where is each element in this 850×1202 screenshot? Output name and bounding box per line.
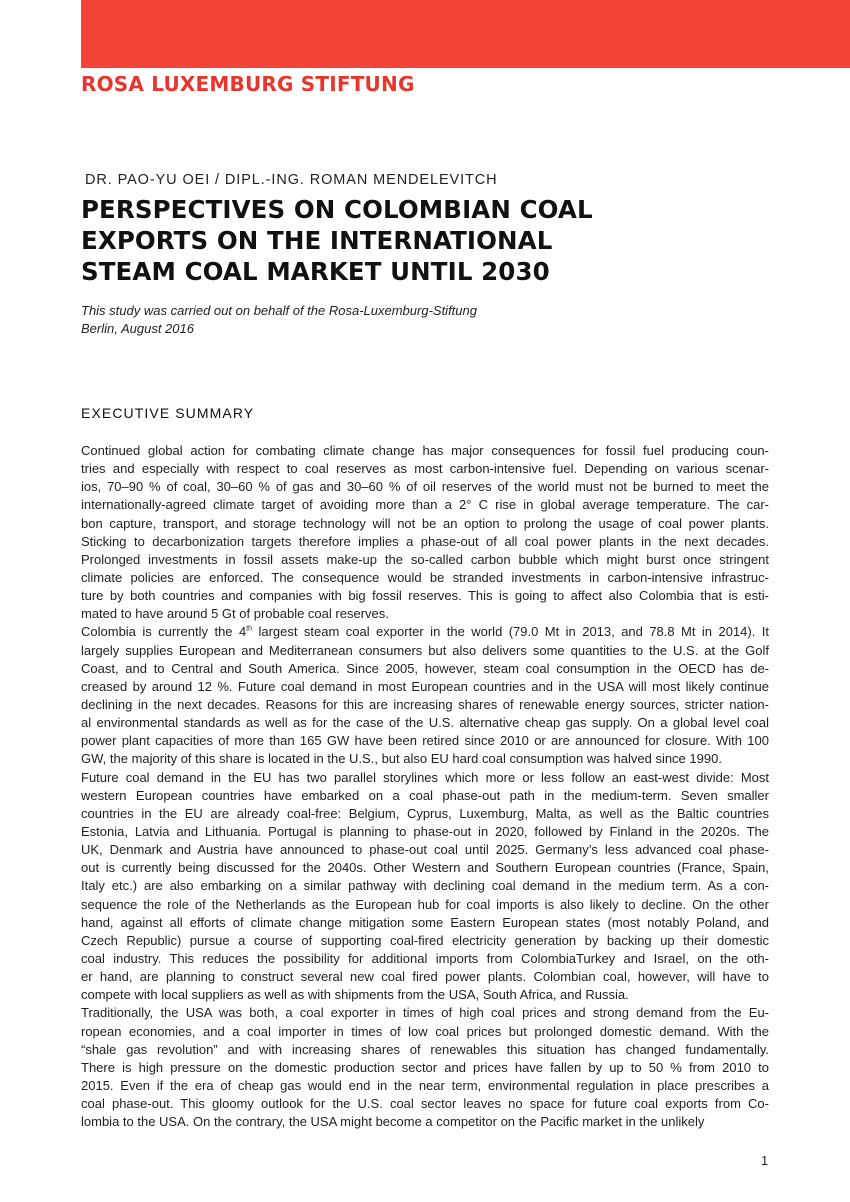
paragraph — [81, 442, 769, 623]
text-line: Sticking to decarbonization targets therefore implies a phase-out of all coal power plants in the next decades. — [81, 533, 769, 549]
text-line: er hand, are planning to construct several new coal fired power plants. Colombian coal, however, will have to — [81, 969, 769, 985]
text-line: UK, Denmark and Austria have announced to phase-out coal until 2025. Germany’s less advanced coal phase- — [81, 842, 769, 858]
text-line: Continued global action for combating climate change has major consequences for fossil fuel producing coun- — [81, 443, 769, 458]
text-line: “shale gas revolution” and with increasing shares of renewables this situation has changed fundamentally. — [81, 1041, 769, 1057]
text-line: mated to have around 5 Gt of probable coal reserves. — [81, 606, 389, 622]
place-date: Berlin, August 2016 — [81, 321, 194, 336]
text-line: countries in the EU are already coal-free: Belgium, Cyprus, Luxemburg, Malta, as well as the Baltic countries — [81, 805, 769, 821]
text-line: tries and especially with respect to coal reserves as most carbon-intensive fuel. Depending on various scenar- — [81, 461, 769, 477]
text-run: Colombia is currently the 4 — [81, 624, 247, 640]
commission-note: This study was carried out on behalf of the Rosa-Luxemburg-Stiftung — [81, 303, 477, 318]
text-line: Estonia, Latvia and Lithuania. Portugal is planning to phase-out in 2020, followed by Finland in the 2020s. The — [81, 823, 769, 839]
section-heading: EXECUTIVE SUMMARY — [81, 405, 255, 421]
text-line: declining in the next decades. Reasons for this are increasing shares of renewable energy sources, stricter nation- — [81, 696, 769, 712]
text-line: sequence the role of the Netherlands as the European hub for coal imports is also likely to decline. On the other — [81, 896, 769, 912]
text-line: ropean economies, and a coal importer in times of low coal prices but prolonged domestic demand. With the — [81, 1023, 769, 1039]
text-line: ios, 70–90 % of coal, 30–60 % of gas and 30–60 % of oil reserves of the world must not be burned to meet the — [81, 479, 769, 495]
page-number: 1 — [761, 1153, 769, 1168]
text-line: ture by both countries and companies with big fossil reserves. This is going to affect also Colombia that is esti- — [81, 588, 769, 604]
text-line: internationally-agreed climate target of avoiding more than a 2° C rise in global average temperature. The car- — [81, 497, 769, 513]
title-line: STEAM COAL MARKET UNTIL 2030 — [81, 257, 550, 286]
text-line: coal phase-out. This gloomy outlook for the U.S. coal sector leaves no space for future coal exports from Co- — [81, 1096, 769, 1112]
header-color-bar — [81, 0, 850, 68]
text-line: bon capture, transport, and storage technology will not be an option to prolong the usage of coal power plants. — [81, 515, 769, 531]
text-line: GW, the majority of this share is located in the U.S., but also EU hard coal consumption was halved since 1990. — [81, 751, 722, 767]
paragraph — [81, 623, 769, 768]
text-line: Future coal demand in the EU has two parallel storylines which more or less follow an east-west divide: Most — [81, 769, 769, 785]
text-line: lombia to the USA. On the contrary, the USA might become a competitor on the Pacific market in the unlikely — [81, 1114, 705, 1130]
study-note — [81, 302, 477, 338]
text-line: Czech Republic) pursue a course of supporting coal-fired electricity generation by backing up their domestic — [81, 932, 769, 948]
text-run: largest steam coal exporter in the world (79.0 Mt in 2013, and 78.8 Mt in 2014). It — [252, 624, 769, 640]
authors: DR. PAO-YU OEI / DIPL.-ING. ROMAN MENDELEVITCH — [85, 172, 498, 188]
paragraph — [81, 769, 769, 1005]
document-title — [81, 194, 593, 287]
text-line: western European countries have embarked on a coal phase-out path in the medium-term. Seven smaller — [81, 787, 769, 803]
text-line: climate policies are enforced. The consequence would be stranded investments in carbon-intensive infrastruc- — [81, 569, 769, 585]
superscript: th — [246, 626, 253, 634]
text-line: Italy etc.) are also embarking on a similar pathway with declining coal demand in the medium term. As a con- — [81, 878, 769, 894]
paragraph — [81, 1004, 769, 1131]
text-line: hand, against all efforts of climate change mitigation some Eastern European states (most notably Poland, and — [81, 914, 769, 930]
title-line: EXPORTS ON THE INTERNATIONAL — [81, 226, 553, 255]
text-line: Coast, and to Central and South America. Since 2005, however, steam coal consumption in the OECD has de- — [81, 660, 769, 676]
text-line: power plant capacities of more than 165 GW have been retired since 2010 or are announced for closure. With 100 — [81, 733, 769, 749]
text-line: creased by around 12 %. Future coal demand in most European countries and in the USA will most likely continue — [81, 678, 769, 694]
text-line: al environmental standards as well as for the case of the U.S. alternative cheap gas supply. On a global level coal — [81, 715, 769, 731]
text-line: Traditionally, the USA was both, a coal exporter in times of high coal prices and strong demand from the Eu- — [81, 1005, 769, 1021]
text-line: coal industry. This reduces the possibility for additional imports from ColombiaTurkey and Israel, on the oth- — [81, 950, 769, 966]
executive-summary-body — [81, 442, 769, 1131]
title-line: PERSPECTIVES ON COLOMBIAN COAL — [81, 195, 593, 224]
brand-wordmark: ROSA LUXEMBURG STIFTUNG — [81, 72, 415, 96]
text-line: Prolonged investments in fossil assets make-up the so-called carbon bubble which might burst once stringent — [81, 551, 769, 567]
text-line: There is high pressure on the domestic production sector and prices have fallen by up to 50 % from 2010 to — [81, 1059, 769, 1075]
text-line: 2015. Even if the era of cheap gas would end in the near term, environmental regulation in place prescribes a — [81, 1077, 769, 1093]
text-line: largely supplies European and Mediterranean consumers but also delivers some quantities to the U.S. at the Golf — [81, 642, 769, 658]
text-line: out is currently being discussed for the 2040s. Other Western and Southern European countries (France, Spain, — [81, 860, 769, 876]
text-line: compete with local suppliers as well as with shipments from the USA, South Africa, and Russia. — [81, 987, 629, 1003]
text-line — [81, 623, 769, 641]
